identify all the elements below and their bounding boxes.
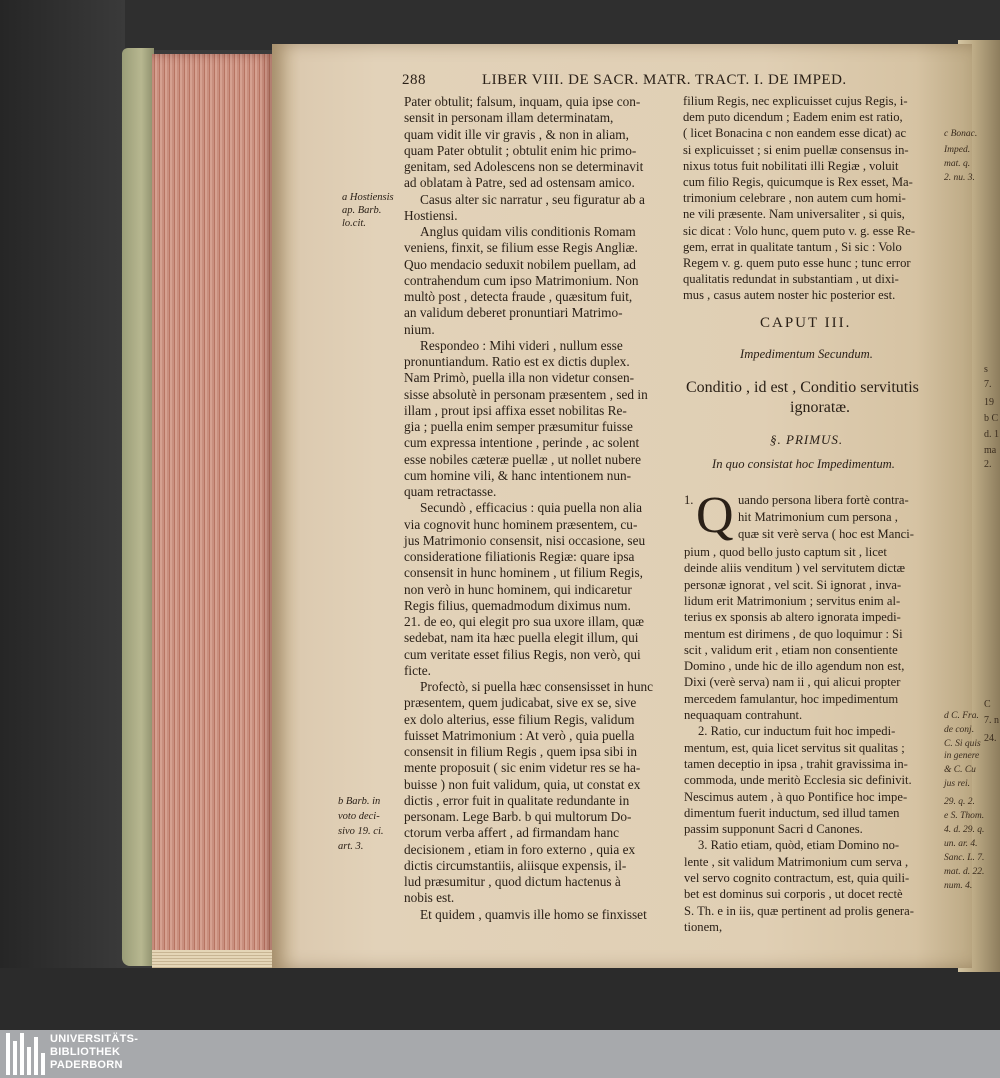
- facing-page-fragment: 2.: [984, 459, 992, 470]
- text-line: tamen deceptio in ipsa , trahit gravissima in-: [684, 756, 908, 771]
- text-line: jus Matrimonio consensit, nisi occasione, seu: [404, 532, 646, 548]
- text-line: Dixi (verè serva) nam ii , qui alicui propter: [684, 675, 901, 690]
- text-line: nixus totus fuit nobilitati illi Regiæ , voluit: [683, 158, 899, 173]
- text-line: uando persona libera fortè contra-: [738, 493, 909, 507]
- text-line: personam. Lege Barb. b qui multorum Do-: [404, 809, 632, 824]
- text-line: quæ sit verè serva ( hoc est Manci-: [738, 527, 914, 541]
- paragraph-number: 1.: [684, 493, 694, 507]
- page-number: 288: [402, 72, 426, 88]
- text-line: Casus alter sic narratur , seu figuratur ab a: [420, 191, 645, 207]
- facing-page-fragment: s: [984, 364, 988, 375]
- text-line: cum veritate esset filius Regis, non verò, qui: [404, 646, 641, 662]
- book-cover-edge: [122, 48, 154, 966]
- text-line: veniens, finxit, se filium esse Regis Angliæ.: [404, 240, 638, 256]
- text-line: ( licet Bonacina c non eandem esse dicat) ac: [683, 126, 907, 141]
- facing-page-fragment: b C: [984, 413, 999, 424]
- text-line: consideratione filiationis Regiæ: quare ipsa: [404, 549, 635, 564]
- text-line: cum filio Regis, quicumque is Rex esset, Ma-: [683, 175, 913, 189]
- right-margin-note-line: 2. nu. 3.: [944, 173, 975, 183]
- text-line: hit Matrimonium cum persona ,: [738, 510, 898, 524]
- scan-background-bottom: [0, 968, 1000, 1030]
- facing-page-fragment: 24.: [984, 733, 997, 744]
- text-line: Respondeo : Mihi videri , nullum esse: [420, 337, 623, 353]
- right-margin-note-line: e S. Thom.: [944, 811, 985, 821]
- text-line: Domino , unde hic de illo agendum non est,: [684, 659, 905, 674]
- text-line: scit , validum erit , etiam non consentiente: [684, 642, 898, 657]
- text-line: decisionem , etiam in foro externo , quia ex: [404, 841, 636, 857]
- text-line: lente , sit validum Matrimonium cum serva ,: [684, 854, 909, 869]
- text-line: multò post , detecta fraude , quæsitum fuit,: [404, 289, 633, 304]
- text-line: dimentum fuerit inductum, sed illud tamen: [684, 805, 900, 820]
- text-line: commoda, unde meritò Ecclesia sic definivit.: [684, 773, 912, 788]
- text-line: Quo mendacio seduxit nobilem puellam, ad: [404, 256, 636, 272]
- text-line: dictis , error fuit in qualitate redundante in: [404, 792, 630, 808]
- text-line: consensit in filium Regis , quem ipsa sibi in: [404, 744, 638, 759]
- facing-page-fragment: 7. n: [984, 715, 999, 726]
- facing-page-fragment: 7.: [984, 379, 992, 390]
- text-line: Secundò , efficacius : quia puella non alia: [420, 500, 643, 516]
- text-line: mentum est dirimens , de quo loquimur : Si: [684, 626, 903, 641]
- text-line: nequaquam contrahunt.: [684, 708, 803, 722]
- text-line: ficte.: [404, 662, 431, 678]
- scan-background-top: [0, 0, 1000, 50]
- text-line: filium Regis, nec explicuisset cujus Regis, i-: [683, 94, 908, 108]
- text-line: pium , quod bello justo captum sit , licet: [684, 545, 887, 559]
- text-line: ne vili præsente. Nam universaliter , si quis,: [683, 207, 905, 222]
- text-line: Nam Primò, puella illa non videtur consen-: [404, 370, 635, 386]
- text-line: ctorum verba affert , ad firmandam hanc: [404, 825, 619, 841]
- book-page-edges: [152, 54, 274, 966]
- text-line: vel servo cognito contractum, est, quia quili-: [684, 871, 910, 885]
- text-line: Profectò, si puella hæc consensisset in hunc: [420, 679, 654, 694]
- text-line: præsentem, quem judicabat, sive ex se, sive: [404, 695, 637, 711]
- text-line: contrahendum cum ipso Matrimonium. Non: [404, 272, 639, 288]
- text-line: si explicuisset ; si enim puellæ consensus in-: [683, 142, 909, 157]
- text-line: trimonium celebrare , non autem cum homi-: [683, 191, 906, 206]
- text-line: Regem v. g. quem puto esse hunc ; tunc error: [683, 256, 911, 270]
- text-line: nobis est.: [404, 890, 455, 906]
- text-line: deinde aliis venditum ) vel servitutem dictæ: [684, 561, 906, 576]
- text-line: dem puto dicendum ; Eadem enim est ratio,: [683, 110, 903, 125]
- text-line: Regis filius, quemadmodum diximus num.: [404, 597, 631, 613]
- text-line: lidum erit Matrimonium ; servitus enim al-: [684, 593, 901, 608]
- text-line: cum expressa intentione , perinde , ac solent: [404, 435, 640, 451]
- text-line: mus , casus autem noster hic posterior est.: [683, 288, 896, 303]
- text-line: illam , prout ipsi affixa esset nobilitas Re-: [404, 402, 627, 418]
- text-line: ad oblatam à Patre, sed ad ostensam amico.: [404, 175, 635, 191]
- text-line: fuisset Matrimonium : At verò , quia puella: [404, 727, 635, 743]
- text-line: consensit in hunc hominem , ut filium Regis,: [404, 565, 643, 581]
- text-line: nium.: [404, 321, 435, 337]
- text-line: non verò in hunc hominem, qui indicaretur: [404, 581, 632, 597]
- chapter-title-line1: Conditio , id est , Conditio servitutis: [686, 379, 919, 396]
- chapter-subtitle: Impedimentum Secundum.: [740, 347, 873, 361]
- right-margin-note-line: Sanc. L. 7.: [944, 853, 985, 863]
- text-line: lud præsumitur , quod dictum hactenus à: [404, 874, 621, 889]
- right-margin-note-line: Imped.: [944, 145, 971, 155]
- right-margin-note-line: & C. Cu: [944, 765, 976, 775]
- text-line: Et quidem , quamvis ille homo se finxisset: [420, 906, 647, 922]
- text-line: Nescimus autem , à quo Pontifice hoc impe-: [684, 789, 908, 804]
- text-line: buisse ) non fuit validum, quia, ut constat ex: [404, 776, 641, 792]
- book-page-stack: [152, 950, 278, 968]
- chapter-number: CAPUT III.: [760, 315, 852, 331]
- right-margin-note-line: 4. d. 29. q.: [944, 825, 985, 835]
- library-logo-icon: [6, 1033, 44, 1075]
- text-line: genitam, sed Adolescens non se determinavit: [404, 159, 644, 174]
- drop-cap: Q: [696, 487, 734, 544]
- text-line: passim supponunt Sacri d Canones.: [684, 822, 863, 837]
- text-line: S. Th. e in iis, quæ pertinent ad prolis genera-: [684, 903, 914, 918]
- text-line: qualitatis redundat in substantiam , ut dixi-: [683, 272, 899, 287]
- facing-page-fragment: ma: [984, 445, 997, 456]
- library-name-line2: BIBLIOTHEK: [50, 1046, 121, 1058]
- library-name-line3: PADERBORN: [50, 1059, 123, 1071]
- right-margin-note-line: c Bonac.: [944, 129, 978, 139]
- right-margin-note-line: un. ar. 4.: [944, 839, 978, 849]
- text-line: quam Pater obtulit ; obtulit enim hic primo-: [404, 142, 637, 158]
- chapter-title-line2: ignoratæ.: [790, 399, 850, 416]
- text-line: pronuntiandum. Ratio est ex dictis duplex.: [404, 354, 630, 369]
- text-line: tionem,: [684, 919, 723, 934]
- facing-page-fragment: 19: [984, 397, 994, 408]
- text-line: sic dicat : Volo hunc, quem puto v. g. esse Re-: [683, 223, 916, 238]
- right-margin-note-line: num. 4.: [944, 881, 973, 891]
- facing-page-fragment: d. 1: [984, 429, 999, 440]
- text-line: gem, errat in qualitate tantum , Si sic : Volo: [683, 239, 902, 254]
- text-line: Pater obtulit; falsum, inquam, quia ipse con-: [404, 94, 641, 109]
- section-subheading: In quo consistat hoc Impedimentum.: [712, 457, 895, 471]
- margin-note-line: voto deci-: [338, 811, 380, 822]
- text-line: esse nobiles cæteræ puellæ , ut nollet nubere: [404, 451, 642, 467]
- text-line: 21. de eo, qui elegit pro sua uxore illam, quæ: [404, 614, 645, 629]
- margin-note-line: lo.cit.: [342, 218, 366, 229]
- text-line: via cognovit hunc hominem præsentem, cu-: [404, 516, 638, 532]
- right-margin-note-line: de conj.: [944, 725, 975, 735]
- margin-note-line: art. 3.: [338, 841, 364, 852]
- right-margin-note-line: d C. Fra.: [944, 711, 979, 721]
- text-line: quam vidit ille vir gravis , & non in aliam,: [404, 126, 629, 142]
- text-line: mente proposuit ( sic enim videtur res se ha-: [404, 760, 641, 776]
- margin-note-line: a Hostiensis: [342, 192, 394, 203]
- text-line: sedebat, nam ita hæc puella elegit illum, qui: [404, 630, 639, 646]
- right-margin-note-line: C. Si quis: [944, 739, 981, 749]
- text-line: sisse absolutè in personam præsentem , sed in: [404, 386, 648, 402]
- margin-note-line: b Barb. in: [338, 796, 381, 807]
- section-heading: §. PRIMUS.: [770, 432, 844, 447]
- margin-note-line: ap. Barb.: [342, 205, 382, 216]
- text-line: 3. Ratio etiam, quòd, etiam Domino no-: [698, 838, 900, 853]
- text-line: Hostiensi.: [404, 207, 458, 223]
- text-line: sensit in personam illam determinatam,: [404, 110, 614, 126]
- text-line: personæ ignorat , vel scit. Si ignorat , inva-: [684, 577, 902, 592]
- footer-bar: [0, 1030, 1000, 1078]
- scan-background-left: [0, 0, 125, 1030]
- text-line: dictis circumstantiis, aliisque expensis, il-: [404, 857, 627, 873]
- text-line: gia ; puella enim semper præsumitur fuisse: [404, 419, 633, 434]
- right-margin-note-line: mat. d. 22.: [944, 867, 985, 877]
- running-title: LIBER VIII. DE SACR. MATR. TRACT. I. DE IMPED.: [482, 72, 847, 88]
- text-line: cum homine vili, & hanc intentionem nun-: [404, 467, 632, 483]
- text-line: terius ex sponsis ab altero ignorata impedi-: [684, 610, 901, 625]
- right-margin-note-line: jus rei.: [944, 779, 971, 789]
- text-line: mentum, est, quia licet servitus sit qualitas ;: [684, 740, 905, 755]
- text-line: an validum deberet pronuntiari Matrimo-: [404, 305, 623, 321]
- right-margin-note-line: in genere: [944, 751, 980, 761]
- text-line: 2. Ratio, cur inductum fuit hoc impedi-: [698, 724, 896, 739]
- facing-page-fragment: C: [984, 699, 991, 710]
- margin-note-line: sivo 19. ci.: [338, 826, 384, 837]
- text-line: ex dolo alterius, esse filium Regis, validum: [404, 711, 635, 727]
- text-line: mercedem famulantur, hoc impedimentum: [684, 691, 899, 706]
- text-line: bet est dominus sui corporis , ut docet rectè: [684, 887, 903, 902]
- text-line: quam retractasse.: [404, 484, 497, 499]
- text-line: Anglus quidam vilis conditionis Romam: [420, 224, 636, 239]
- library-name-line1: UNIVERSITÄTS-: [50, 1033, 139, 1045]
- right-margin-note-line: mat. q.: [944, 159, 971, 169]
- right-margin-note-line: 29. q. 2.: [944, 797, 975, 807]
